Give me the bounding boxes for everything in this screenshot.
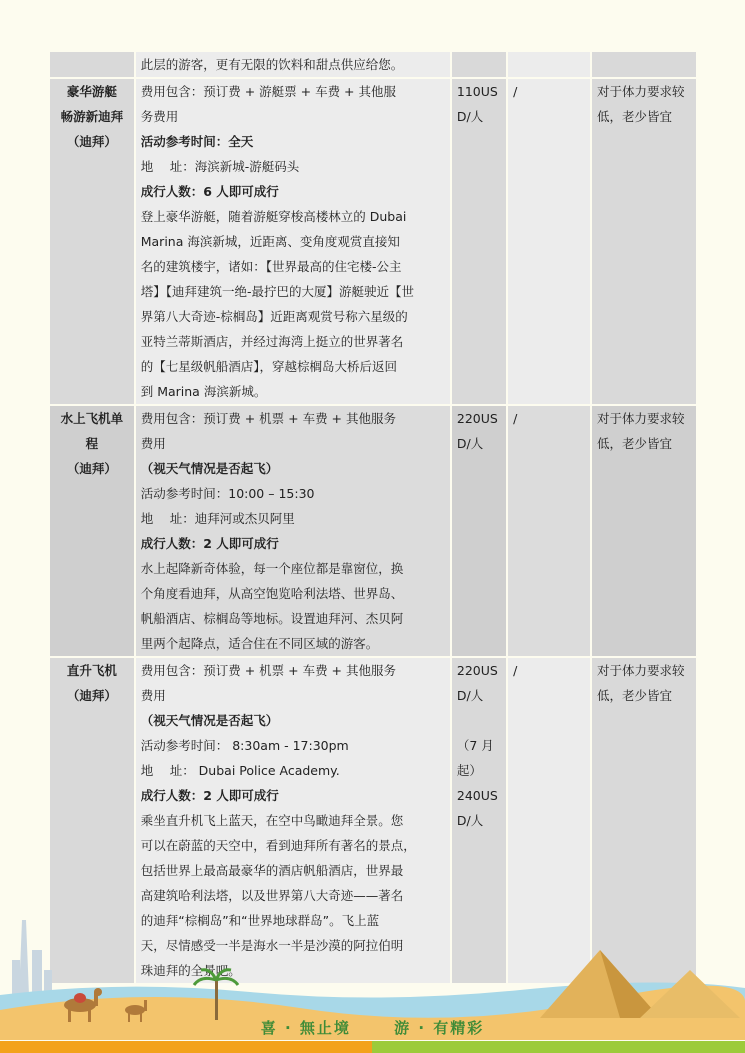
extra-value: /	[513, 84, 518, 99]
description-line: 成行人数：6 人即可成行	[140, 184, 279, 199]
description-line: 个角度看迪拜，从高空饱览哈利法塔、世界岛、	[140, 586, 404, 601]
note-cell	[592, 79, 696, 404]
description-line: 成行人数：2 人即可成行	[140, 536, 279, 551]
tour-description-cell	[136, 406, 452, 656]
note-line: 对于体力要求较	[597, 84, 685, 99]
price-line: D/人	[456, 109, 484, 124]
description-line: 界第八大奇迹-棕榈岛】近距离观赏号称六星级的	[140, 309, 408, 324]
price-line: D/人	[456, 688, 484, 703]
tour-name: 畅游新迪拜	[60, 109, 124, 124]
tour-location: （迪拜）	[66, 688, 117, 703]
extra-value: /	[513, 663, 518, 678]
description-line: 地 址： Dubai Police Academy.	[140, 763, 340, 778]
note-line: 对于体力要求较	[597, 411, 685, 426]
footer-strip-orange	[0, 1041, 372, 1053]
tour-name-cell	[50, 79, 136, 404]
note-line: 低，老少皆宜	[597, 688, 673, 703]
slogan-right: 游 · 有精彩	[394, 1019, 485, 1037]
description-line: 的【七星级帆船酒店】，穿越棕榈岛大桥后返回	[140, 359, 397, 374]
tour-name-cell	[50, 406, 136, 656]
description-line: 乘坐直升机飞上蓝天，在空中鸟瞰迪拜全景。您	[140, 813, 404, 828]
description-line: 的迪拜“棕榈岛”和“世界地球群岛”。飞上蓝	[140, 913, 380, 928]
footer-color-strip	[0, 1041, 745, 1053]
description-line: 塔】【迪拜建筑一绝-最拧巴的大厦】游艇驶近【世	[140, 284, 414, 299]
table-row	[50, 77, 696, 404]
note-line: 低，老少皆宜	[597, 109, 673, 124]
description-line: 包括世界上最高最豪华的酒店帆船酒店，世界最	[140, 863, 404, 878]
extra-cell	[508, 79, 592, 404]
extra-value: /	[513, 411, 518, 426]
tour-location: （迪拜）	[66, 461, 117, 476]
description-line: 珠迪拜的全景吧。	[140, 963, 241, 978]
description-line: 天，尽情感受一半是海水一半是沙漠的阿拉伯明	[140, 938, 404, 953]
price-cell	[452, 79, 508, 404]
description-line: 此层的游客，更有无限的饮料和甜点供应给您。	[140, 57, 404, 72]
description-line: 费用包含：预订费 + 机票 + 车费 + 其他服务	[140, 663, 396, 678]
description-line: 成行人数：2 人即可成行	[140, 788, 279, 803]
note-cell	[592, 406, 696, 656]
description-line: Marina 海滨新城，近距离、变角度观赏直接知	[140, 234, 400, 249]
description-line: 水上起降新奇体验，每一个座位都是靠窗位，换	[140, 561, 404, 576]
description-line: 地 址：迪拜河或杰贝阿里	[140, 511, 295, 526]
price-line: 240US	[456, 788, 498, 803]
description-line: 名的建筑楼宇，诸如：【世界最高的住宅楼-公主	[140, 259, 402, 274]
slogan-left: 喜 · 無止境	[260, 1019, 351, 1037]
price-line: 220US	[456, 411, 498, 426]
table-row	[50, 404, 696, 656]
price-cell	[452, 406, 508, 656]
description-line: 里两个起降点，适合住在不同区域的游客。	[140, 636, 379, 651]
description-line: 登上豪华游艇，随着游艇穿梭高楼林立的 Dubai	[140, 209, 407, 224]
description-line: （视天气情况是否起飞）	[140, 461, 279, 476]
tour-description-cell	[136, 52, 452, 77]
tour-name-cell	[50, 52, 136, 77]
price-line: 起）	[456, 763, 482, 778]
description-line: 费用包含：预订费 + 机票 + 车费 + 其他服务	[140, 411, 396, 426]
extra-cell	[508, 52, 592, 77]
description-line: 费用包含：预订费 + 游艇票 + 车费 + 其他服	[140, 84, 396, 99]
footer-slogan	[0, 1017, 745, 1038]
description-line: （视天气情况是否起飞）	[140, 713, 279, 728]
description-line: 高建筑哈利法塔，以及世界第八大奇迹——著名	[140, 888, 404, 903]
description-line: 到 Marina 海滨新城。	[140, 384, 267, 399]
tour-name: 水上飞机单程	[60, 411, 124, 451]
price-line: D/人	[456, 813, 484, 828]
tours-table	[50, 52, 696, 983]
description-line: 费用	[140, 688, 166, 703]
tour-description-cell	[136, 79, 452, 404]
tour-name: 直升飞机	[66, 663, 117, 678]
description-line: 亚特兰蒂斯酒店，并经过海湾上挺立的世界著名	[140, 334, 404, 349]
price-line: 220US	[456, 663, 498, 678]
note-line: 低，老少皆宜	[597, 436, 673, 451]
description-line: 务费用	[140, 109, 179, 124]
price-cell	[452, 52, 508, 77]
tour-location: （迪拜）	[66, 134, 117, 149]
price-line: 110US	[456, 84, 498, 99]
description-line: 活动参考时间： 8:30am - 17:30pm	[140, 738, 349, 753]
table-row	[50, 52, 696, 77]
price-line: （7 月	[456, 738, 494, 753]
description-line: 帆船酒店、棕榈岛等地标。设置迪拜河、杰贝阿	[140, 611, 404, 626]
tour-name: 豪华游艇	[66, 84, 117, 99]
description-line: 费用	[140, 436, 166, 451]
description-line: 可以在蔚蓝的天空中，看到迪拜所有著名的景点，	[140, 838, 416, 853]
note-line: 对于体力要求较	[597, 663, 685, 678]
price-spacer	[457, 708, 501, 733]
note-cell	[592, 52, 696, 77]
description-line: 地 址：海滨新城-游艇码头	[140, 159, 300, 174]
price-line: D/人	[456, 436, 484, 451]
extra-cell	[508, 406, 592, 656]
description-line: 活动参考时间：10:00 – 15:30	[140, 486, 315, 501]
description-line: 活动参考时间：全天	[140, 134, 254, 149]
